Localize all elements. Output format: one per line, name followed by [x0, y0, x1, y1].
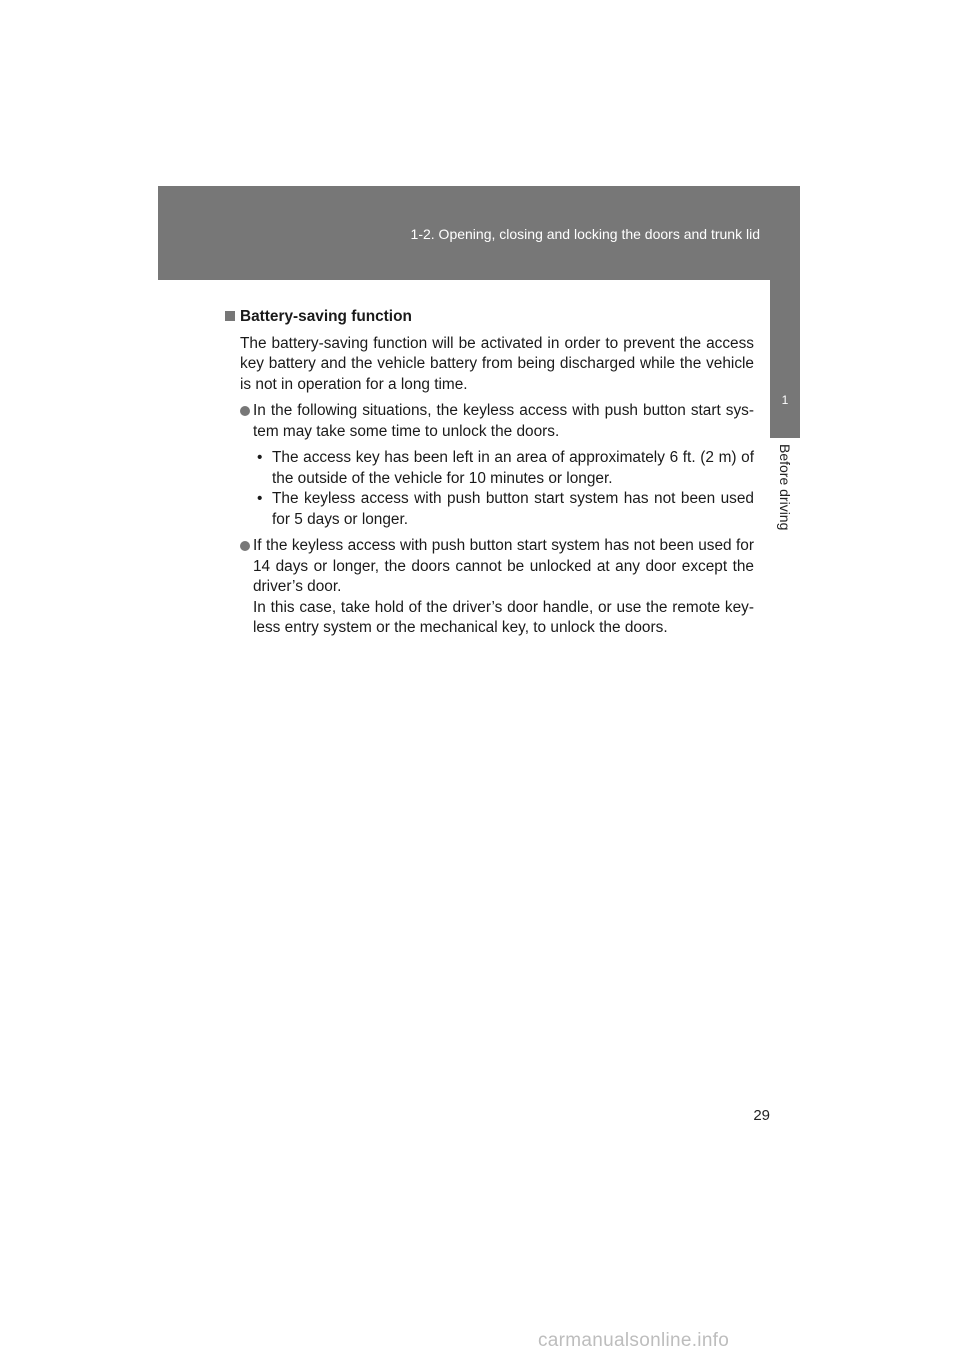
dot-marker: • [257, 449, 263, 466]
circle-bullet-icon [240, 541, 250, 551]
chapter-tab [770, 280, 800, 438]
chapter-label: Before driving [777, 444, 793, 531]
circle-bullet-icon [240, 406, 250, 416]
section-title: 1-2. Opening, closing and locking the doors and trunk lid [410, 226, 760, 242]
page-number: 29 [753, 1107, 770, 1124]
bullet-text: If the keyless access with push button start system has not been used for 14 days or longer, the doors cannot be unlocked at any door except the driver’s door. [253, 537, 754, 595]
chapter-number: 1 [781, 393, 789, 407]
sub-item-text: The access key has been left in an area of approximately 6 ft. (2 m) of the outside of the vehicle for 10 minutes or longer. [272, 449, 754, 487]
section-heading [224, 307, 754, 328]
bullet-item [240, 401, 754, 442]
watermark: carmanualsonline.info [538, 1330, 730, 1351]
sub-list-item [253, 489, 754, 530]
square-bullet-icon [225, 311, 235, 321]
sub-list [224, 448, 754, 530]
header-band [158, 186, 800, 280]
sub-list-item [253, 448, 754, 489]
bullet-text-continued: In this case, take hold of the driver’s door handle, or use the remote key-less entry system or the mechanical key, to unlock the doors. [253, 598, 754, 636]
main-content [224, 307, 754, 645]
heading-text: Battery-saving function [240, 308, 412, 325]
sub-item-text: The keyless access with push button start system has not been used for 5 days or longer. [272, 490, 754, 528]
bullet-item [240, 536, 754, 639]
bullet-text: In the following situations, the keyless access with push button start sys-tem may take some time to unlock the doors. [253, 402, 754, 440]
dot-marker: • [257, 490, 263, 507]
intro-paragraph: The battery-saving function will be activated in order to prevent the access key battery and the vehicle battery from being discharged while the vehicle is not in operation for a long time. [240, 334, 754, 393]
